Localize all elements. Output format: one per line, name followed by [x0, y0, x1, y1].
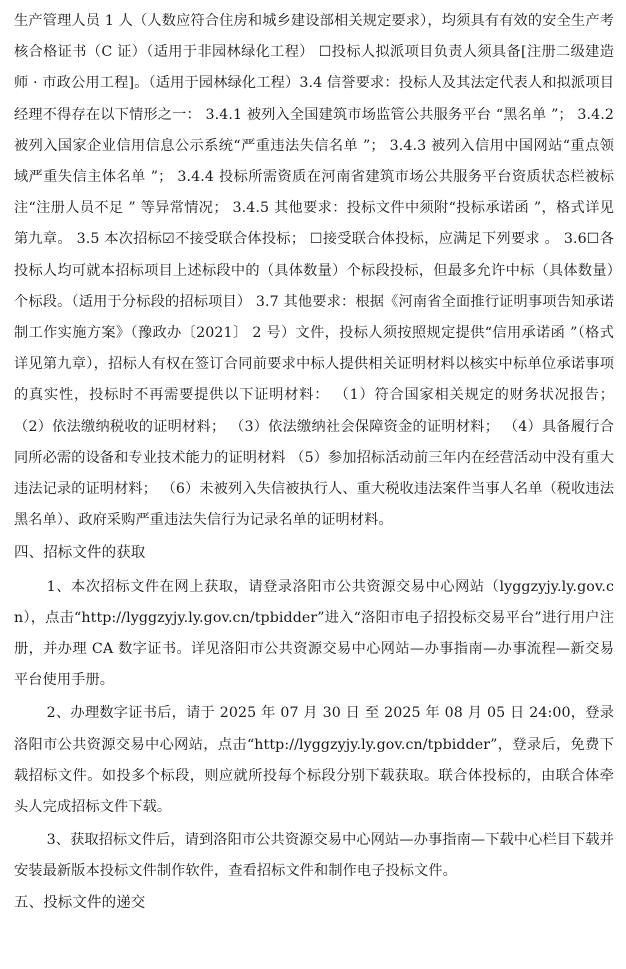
download-step-2: 2、办理数字证书后，请于 2025 年 07 月 30 日 至 2025 年 08 月 05 日 24:00，登录洛阳市公共资源交易中心网站，点击“http://lyggzyjy.ly.gov.cn/tpbidder”，登录后，免费下载招标文件。如投多个标段，则应就所投每个标段分别下载获取。联合体投标的，由联合体牵头人完成招标文件下载。: [14, 705, 614, 816]
section-heading-4: 四、招标文件的获取: [14, 545, 146, 562]
download-step-3: 3、获取招标文件后，请到洛阳市公共资源交易中心网站—办事指南—下载中心栏目下载并安装最新版本投标文件制作软件，查看招标文件和制作电子投标文件。: [14, 832, 614, 880]
qualification-paragraph: 生产管理人员 1 人（人数应符合住房和城乡建设部相关规定要求），均须具有有效的安全生产考核合格证书（C 证）（适用于非园林绿化工程） ☐投标人拟派项目负责人须具备[注册二级建造师 · 市政公用工程]。（适用于园林绿化工程）3.4 信誉要求：投标人及其法定代表人和拟派项目经理不得存在以下情形之一： 3.4.1 被列入全国建筑市场监管公共服务平台 “黑名单 ”； 3.4.2 被列入国家企业信用信息公示系统“严重违法失信名单 ”； 3.4.3 被列入信用中国网站“重点领域严重失信主体名单 ”； 3.4.4 投标所需资质在河南省建筑市场公共服务平台资质状态栏被标注“注册人员不足 ” 等异常情况； 3.4.5 其他要求：投标文件中须附“投标承诺函 ”，格式详见第九章。 3.5 本次招标☑不接受联合体投标； ☐接受联合体投标，应满足下列要求 。 3.6☐各投标人均可就本招标项目上述标段中的（具体数量）个标段投标，但最多允许中标（具体数量）个标段。（适用于分标段的招标项目） 3.7 其他要求：根据《河南省全面推行证明事项告知承诺制工作实施方案》（豫政办〔2021〕 2 号）文件，投标人须按照规定提供“信用承诺函 ”（格式详见第九章），招标人有权在签订合同前要求中标人提供相关证明材料以核实中标单位承诺事项的真实性，投标时不再需要提供以下证明材料： （1）符合国家相关规定的财务状况报告； （2）依法缴纳税收的证明材料； （3）依法缴纳社会保障资金的证明材料； （4）具备履行合同所必需的设备和专业技术能力的证明材料 （5）参加招标活动前三年内在经营活动中没有重大违法记录的证明材料； （6）未被列入失信被执行人、重大税收违法案件当事人名单（税收违法黑名单）、政府采购严重违法失信行为记录名单的证明材料。: [14, 13, 614, 529]
download-step-1: 1、本次招标文件在网上获取，请登录洛阳市公共资源交易中心网站（lyggzyjy.ly.gov.cn），点击“http://lyggzyjy.ly.gov.cn/tpbidder”进入“洛阳市电子招投标交易平台”进行用户注册，并办理 CA 数字证书。详见洛阳市公共资源交易中心网站—办事指南—办事流程—新交易平台使用手册。: [14, 578, 614, 689]
document-page: [14, 6, 614, 919]
section-heading-5: 五、投标文件的递交: [14, 894, 146, 911]
